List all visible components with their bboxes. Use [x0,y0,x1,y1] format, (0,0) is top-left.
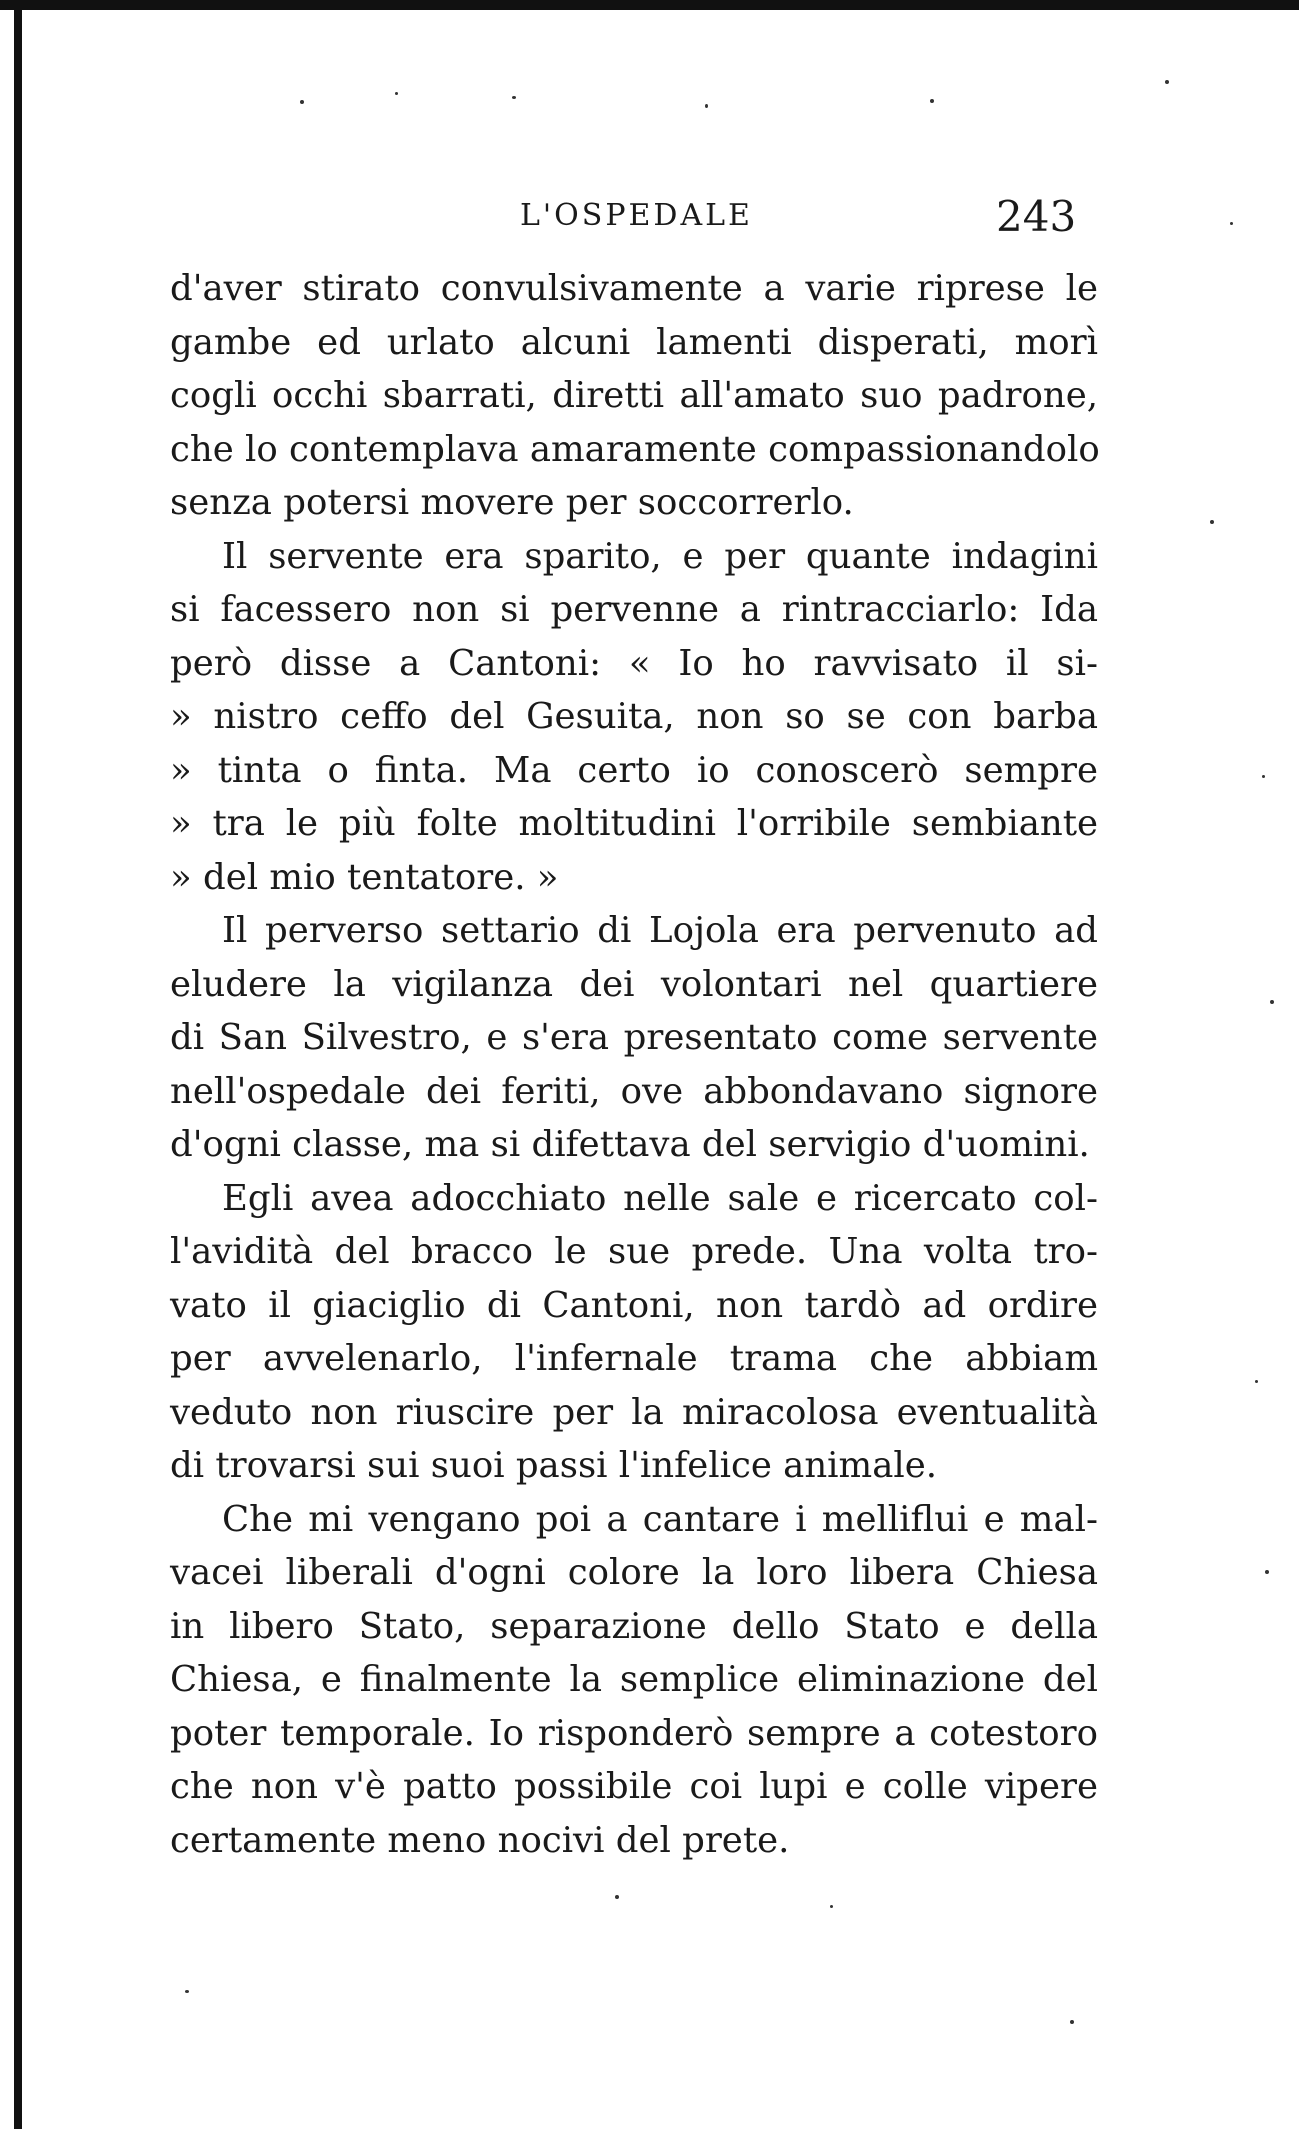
text-line: » del mio tentatore. » [170,856,559,898]
text-line: Chiesa, e finalmente la semplice eliminazione del [170,1659,1098,1700]
text-line: Il servente era sparito, e per quante indagini [222,535,1098,577]
text-line: cogli occhi sbarrati, diretti all'amato suo padrone, [170,375,1098,416]
text-line: di San Silvestro, e s'era presentato come servente [170,1017,1098,1058]
text-line: l'avidità del bracco le sue prede. Una volta tro- [170,1231,1098,1272]
speck [395,92,398,95]
page-left-edge [14,0,22,2129]
speck [1210,520,1214,524]
text-line: Il perverso settario di Lojola era pervenuto ad [222,910,1098,951]
text-line: di trovarsi sui suoi passi l'infelice animale. [170,1445,938,1486]
running-title: L'OSPEDALE [520,198,753,233]
speck [705,104,708,108]
text-line: senza potersi movere per soccorrerlo. [170,482,854,523]
page-number: 243 [996,192,1077,241]
speck [1165,80,1169,84]
text-line: certamente meno nocivi del prete. [170,1819,790,1861]
page-top-edge [0,0,1299,10]
speck [185,1990,189,1993]
text-line: vato il giaciglio di Cantoni, non tardò ad ordire [170,1284,1098,1326]
body-text [170,262,1098,1867]
speck [1265,1570,1269,1574]
speck [512,96,516,99]
speck [615,1895,619,1899]
speck [1070,2020,1074,2024]
text-line: gambe ed urlato alcuni lamenti disperati, morì [170,321,1098,363]
text-line: si facessero non si pervenne a rintracciarlo: Ida [170,589,1098,630]
speck [1255,1380,1258,1383]
text-line: eludere la vigilanza dei volontari nel quartiere [170,963,1098,1005]
text-line: poter temporale. Io risponderò sempre a cotestoro [170,1712,1098,1754]
text-line: vacei liberali d'ogni colore la loro libera Chiesa [170,1552,1098,1593]
text-line: nell'ospedale dei feriti, ove abbondavano signore [170,1070,1098,1112]
text-line: però disse a Cantoni: « Io ho ravvisato il si- [170,642,1098,684]
text-line: in libero Stato, separazione dello Stato e della [170,1605,1098,1647]
text-line: veduto non riuscire per la miracolosa eventualità [170,1391,1098,1433]
text-line: » tra le più folte moltitudini l'orribile sembiante [170,803,1098,844]
speck [1230,222,1233,225]
text-line: d'aver stirato convulsivamente a varie riprese le [170,268,1098,309]
speck [830,1905,833,1908]
speck [1270,1000,1274,1004]
text-line: » nistro ceffo del Gesuita, non so se con barba [170,696,1098,737]
speck [930,99,934,103]
text-line: che lo contemplava amaramente compassionandolo [170,428,1100,470]
text-line: che non v'è patto possibile coi lupi e colle vipere [170,1766,1098,1807]
speck [1262,775,1265,778]
speck [300,100,304,104]
text-line: » tinta o finta. Ma certo io conoscerò sempre [170,749,1098,791]
text-line: Che mi vengano poi a cantare i melliflui e mal- [222,1498,1098,1540]
text-line: per avvelenarlo, l'infernale trama che abbiam [170,1338,1098,1379]
text-line: d'ogni classe, ma si difettava del servigio d'uomini. [170,1124,1090,1165]
text-line: Egli avea adocchiato nelle sale e ricercato col- [222,1177,1098,1219]
